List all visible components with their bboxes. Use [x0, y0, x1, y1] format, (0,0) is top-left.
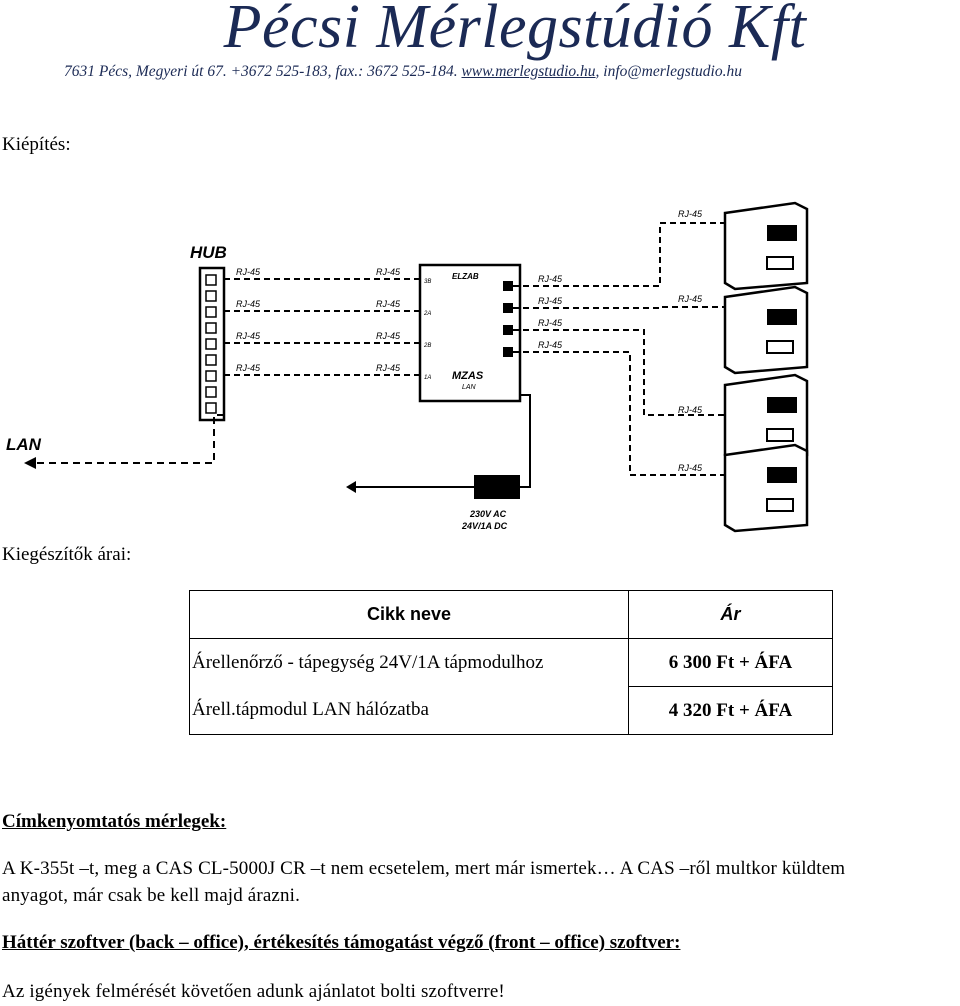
- rj45-label: RJ-45: [376, 299, 401, 309]
- company-name: Pécsi Mérlegstúdió Kft: [223, 0, 807, 61]
- device-name: MZAS: [452, 370, 484, 382]
- power-label-1: 230V AC: [470, 509, 507, 519]
- svg-text:2B: 2B: [424, 343, 432, 349]
- power-cable-up: [520, 395, 530, 487]
- price-checker-4: [725, 445, 807, 531]
- rj45-label: RJ-45: [236, 299, 261, 309]
- svg-text:RJ-45: RJ-45: [678, 294, 703, 304]
- power-label-2: 24V/1A DC: [462, 521, 508, 531]
- power-adapter: [474, 475, 520, 499]
- svg-text:3B: 3B: [424, 279, 432, 285]
- cimke-line-1: A K-355t –t, meg a CAS CL-5000J CR –t nem ecsetelem, mert már ismertek… A CAS –ről multkor küldtem: [2, 858, 846, 879]
- lan-label: LAN: [6, 435, 41, 454]
- network-diagram: [0, 185, 960, 535]
- svg-text:RJ-45: RJ-45: [538, 274, 563, 284]
- contact-line: [64, 63, 742, 81]
- rj45-label: RJ-45: [236, 363, 261, 373]
- rj45-label: RJ-45: [236, 267, 261, 277]
- website-link[interactable]: www.merlegstudio.hu: [461, 63, 596, 80]
- device-brand: ELZAB: [452, 272, 479, 281]
- svg-text:RJ-45: RJ-45: [538, 318, 563, 328]
- table-header-row: [190, 591, 833, 639]
- rj45-label: RJ-45: [376, 267, 401, 277]
- svg-text:RJ-45: RJ-45: [678, 209, 703, 219]
- col-header-price: Ár: [629, 591, 833, 639]
- rj45-label: RJ-45: [236, 331, 261, 341]
- kiepites-heading: Kiépítés:: [2, 134, 71, 155]
- price-checker-1: [725, 203, 807, 289]
- svg-text:2A: 2A: [424, 311, 432, 317]
- hatter-text: Az igények felmérését követően adunk ajánlatot bolti szoftverre!: [2, 981, 505, 1002]
- rj45-label: RJ-45: [376, 363, 401, 373]
- svg-text:RJ-45: RJ-45: [538, 296, 563, 306]
- scale-cable-labels: [538, 209, 703, 473]
- svg-text:RJ-45: RJ-45: [678, 405, 703, 415]
- cimke-line-2: anyagot, már csak be kell majd árazni.: [2, 885, 300, 906]
- rj45-label: RJ-45: [376, 331, 401, 341]
- hub-label: HUB: [190, 243, 227, 262]
- hatter-heading: Háttér szoftver (back – office), értékesítés támogatást végző (front – office) szoftver:: [2, 932, 681, 953]
- svg-text:RJ-45: RJ-45: [538, 340, 563, 350]
- table-row: [190, 639, 833, 687]
- col-header-name: Cikk neve: [190, 591, 629, 639]
- svg-text:1A: 1A: [424, 375, 432, 381]
- hub-cable-labels: [236, 267, 401, 373]
- kiegeszitok-heading: Kiegészítők árai:: [2, 544, 132, 565]
- price-table: [189, 590, 833, 735]
- contact-address: 7631 Pécs, Megyeri út 67. +3672 525-183, fax.: 3672 525-184.: [64, 63, 462, 80]
- power-plug-icon: [346, 481, 356, 493]
- table-row: [190, 687, 833, 735]
- cimke-heading: Címkenyomtatós mérlegek:: [2, 811, 227, 832]
- item-name: Árell.tápmodul LAN hálózatba: [190, 687, 629, 735]
- item-price: 4 320 Ft + ÁFA: [629, 687, 833, 735]
- lan-plug-icon: [24, 457, 36, 469]
- svg-text:RJ-45: RJ-45: [678, 463, 703, 473]
- item-price: 6 300 Ft + ÁFA: [629, 639, 833, 687]
- contact-email: , info@merlegstudio.hu: [595, 63, 742, 80]
- hub-ports: [206, 275, 216, 413]
- lan-cable: [36, 415, 224, 463]
- item-name: Árellenőrző - tápegység 24V/1A tápmodulhoz: [190, 639, 629, 687]
- device-sub: LAN: [462, 384, 476, 391]
- price-checker-2: [725, 287, 807, 373]
